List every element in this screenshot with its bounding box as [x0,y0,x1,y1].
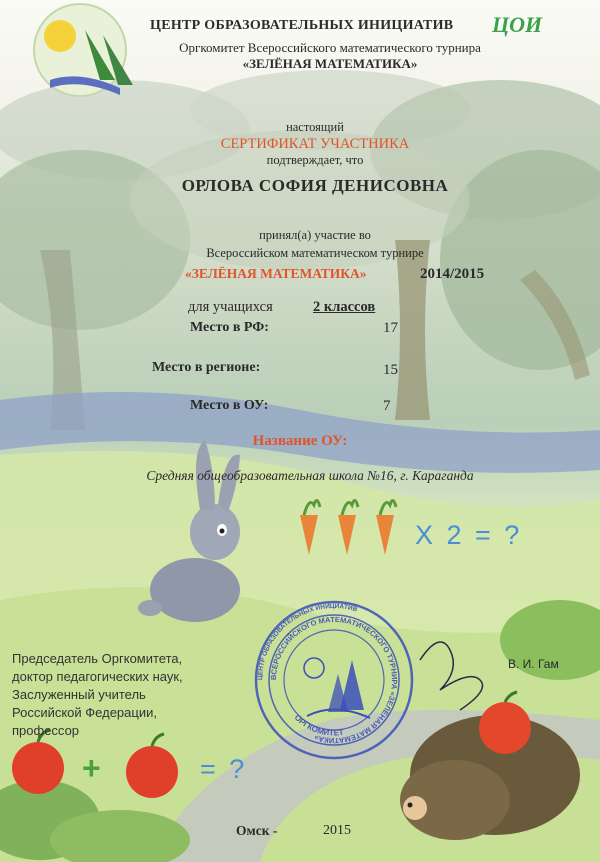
grade-prefix: для учащихся [188,299,273,315]
place-ou-value: 7 [383,398,391,414]
signer-name: В. И. Гам [508,657,559,671]
stamp-bottom-text: ОРГКОМИТЕТ [292,712,345,738]
footer-year: 2015 [323,823,351,838]
svg-text:ОРГКОМИТЕТ [293,713,345,738]
certificate-title: СЕРТИФИКАТ УЧАСТНИКА [220,136,410,152]
grade-value: 2 классов [313,299,376,315]
org-logo: ЦОИ [492,12,543,37]
participation-line-1: принял(а) участие во [259,228,371,242]
place-ou-label: Место в ОУ: [190,398,269,413]
chair-line: Российской Федерации, [12,705,157,720]
school-name: Средняя общеобразовательная школа №16, г. Караганда [146,468,474,483]
place-rf-label: Место в РФ: [190,320,269,335]
chair-line: Заслуженный учитель [12,687,146,702]
participant-name: ОРЛОВА СОФИЯ ДЕНИСОВНА [181,176,449,195]
place-region-label: Место в регионе: [152,360,261,375]
stamp-ring-text: ВСЕРОССИЙСКОГО МАТЕМАТИЧЕСКОГО ТУРНИРА «ЗЕЛЁНАЯ МАТЕМАТИКА» [268,614,400,746]
org-title: ЦЕНТР ОБРАЗОВАТЕЛЬНЫХ ИНИЦИАТИВ [150,18,454,33]
stamp-seal [252,598,416,762]
organizing-committee-line: Оргкомитет Всероссийского математического турнира [179,40,481,55]
participation-line-2: Всероссийском математическом турнире [206,246,424,260]
stamp-outer-text: ЦЕНТР ОБРАЗОВАТЕЛЬНЫХ ИНИЦИАТИВ [256,602,359,681]
footer-city: Омск - [236,823,278,838]
svg-text:ЦЕНТР ОБРАЗОВАТЕЛЬНЫХ ИНИЦИАТИ [257,603,358,680]
tournament-name: «ЗЕЛЁНАЯ МАТЕМАТИКА» [185,266,367,281]
tournament-title: «ЗЕЛЁНАЯ МАТЕМАТИКА» [242,56,418,71]
chair-title [12,650,262,740]
place-region-value: 15 [383,362,398,378]
chair-line: профессор [12,723,80,738]
chair-line: доктор педагогических наук, [12,669,183,684]
chair-line: Председатель Оргкомитета, [12,651,183,666]
apple-plus-sign: + [82,750,101,786]
tournament-year: 2014/2015 [420,266,485,282]
intro-line-1: настоящий [286,120,344,134]
school-label: Название ОУ: [252,433,348,449]
place-rf-value: 17 [383,320,398,336]
intro-line-2: подтверждает, что [266,153,364,167]
apple-equation: = ? [200,754,248,784]
carrot-equation: X 2 = ? [415,520,523,550]
